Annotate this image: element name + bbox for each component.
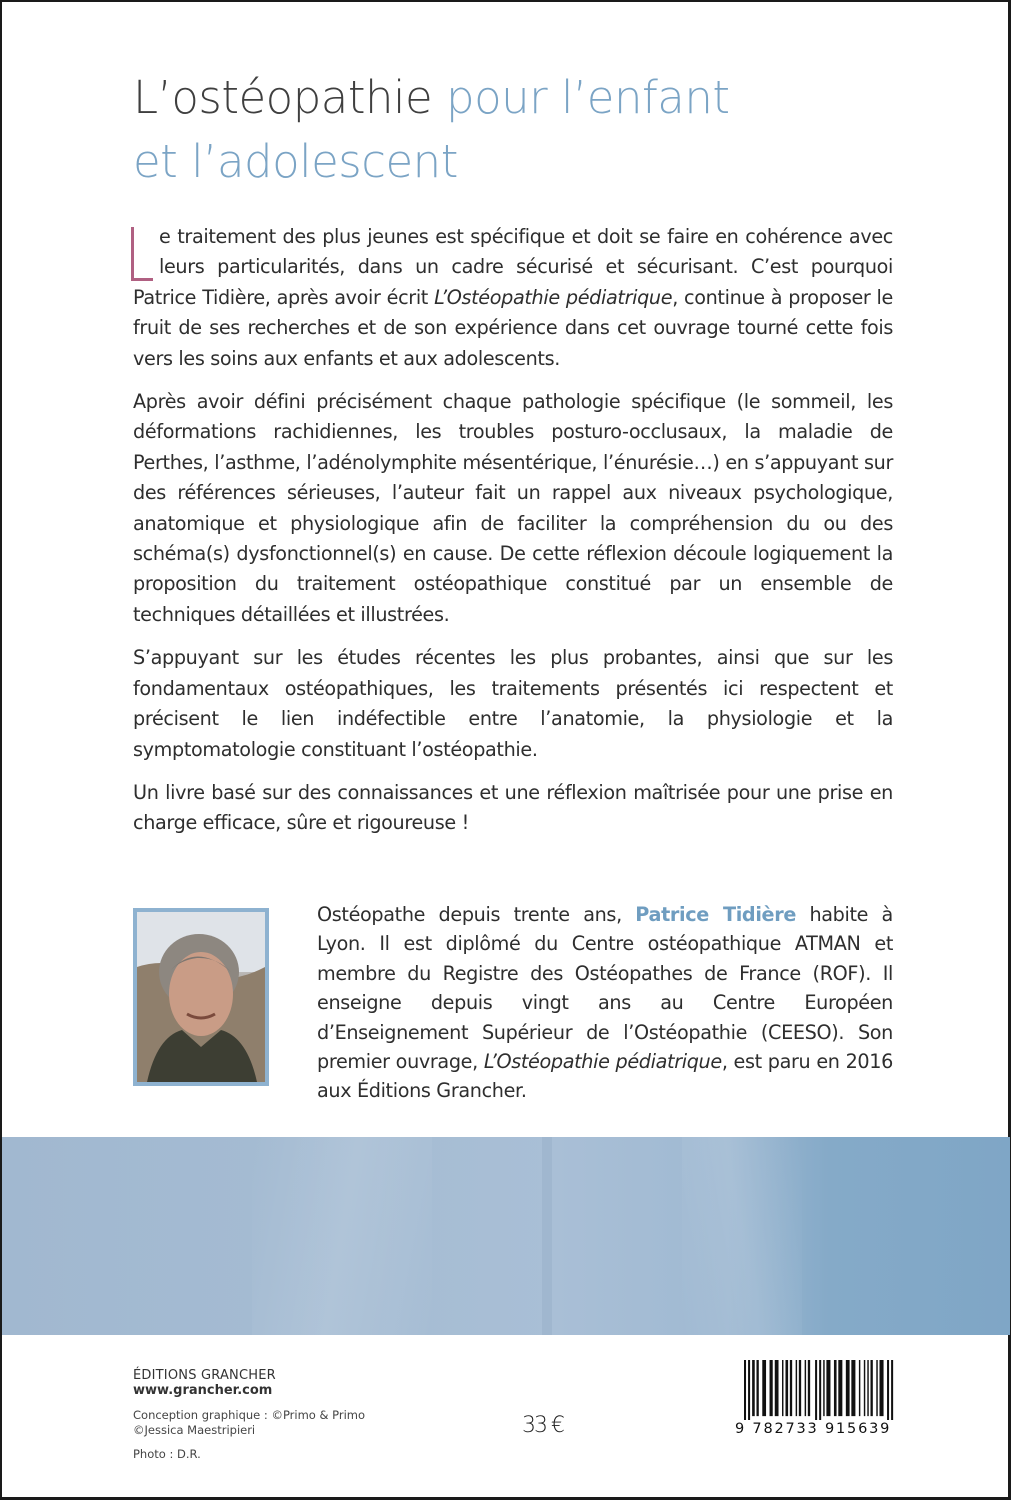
barcode-bar	[859, 1360, 860, 1416]
publisher-footer	[133, 1368, 365, 1462]
barcode-bar	[805, 1360, 806, 1416]
author-photo	[133, 908, 269, 1086]
design-credits: Conception graphique : ©Primo & Primo ©Jessica Maestripieri	[133, 1408, 366, 1437]
barcode-bar	[819, 1360, 821, 1420]
isbn-barcode	[744, 1360, 894, 1420]
isbn-number: 9 782733 915639	[735, 1421, 892, 1437]
barcode-bar	[790, 1360, 792, 1416]
barcode-bar	[799, 1360, 801, 1416]
barcode-bar	[770, 1360, 773, 1416]
portrait-illustration	[137, 912, 265, 1082]
barcode-bar	[838, 1360, 842, 1416]
barcode-bar	[870, 1360, 872, 1416]
photo-credit: Photo : D.R.	[133, 1447, 201, 1461]
barcode-bar	[879, 1360, 883, 1416]
cited-book-title: L’Ostéopathie pédiatrique	[434, 285, 673, 309]
barcode-bar	[762, 1360, 766, 1416]
publisher-website: www.grancher.com	[133, 1383, 273, 1398]
book-description	[133, 222, 893, 852]
barcode-bar	[851, 1360, 855, 1416]
author-bio: Ostéopathe depuis trente ans, Patrice Tidière habite à Lyon. Il est diplômé du Centre ostéopathique ATMAN et membre du Registre des Ostéopathes de France (ROF). Il enseigne depuis vingt ans au Centre Européen d’Enseignement Supérieur de l’Ostéopathie (CEESO). Son premier ouvrage, L’Ostéopathie pédiatrique, est paru en 2016 aux Éditions Grancher.	[317, 903, 893, 1103]
face	[169, 952, 233, 1036]
barcode-bar	[815, 1360, 817, 1420]
barcode-bar	[782, 1360, 783, 1416]
barcode-bar	[775, 1360, 779, 1416]
author-name: Patrice Tidière	[635, 903, 796, 926]
decorative-blue-band	[2, 1137, 1010, 1335]
title-part-dark: L’ostéopathie	[133, 71, 433, 124]
barcode-bar	[823, 1360, 824, 1416]
barcode-bar	[846, 1360, 850, 1416]
title-part-accent: pour l’enfant	[446, 71, 730, 124]
barcode-bar	[887, 1360, 889, 1420]
description-paragraph-4: Un livre basé sur des connaissances et une réflexion maîtrisée pour une prise en charge efficace, sûre et rigoureuse !	[133, 780, 893, 835]
dropcap-letter	[131, 227, 153, 281]
barcode-bar	[876, 1360, 877, 1416]
barcode-bar	[796, 1360, 797, 1416]
book-title	[133, 66, 893, 194]
barcode-bar	[748, 1360, 750, 1420]
publisher-name: ÉDITIONS GRANCHER	[133, 1368, 276, 1383]
barcode-bar	[756, 1360, 758, 1416]
author-previous-book: L’Ostéopathie pédiatrique	[483, 1050, 722, 1074]
barcode-bar	[834, 1360, 837, 1416]
description-paragraph-3: S’appuyant sur les études récentes les plus probantes, ainsi que sur les fondamentaux ostéopathiques, les traitements présentés ici respectent et précisent le lien indéfectible entre l’anatomie, la physiologie et la symptomatologie constituant l’ostéopathie.	[133, 646, 893, 761]
description-paragraph-1: e traitement des plus jeunes est spécifique et doit se faire en cohérence avec leurs particularités, dans un cadre sécurisé et sécurisant. C’est pourquoi Patrice Tidière, après avoir écrit L’Ostéopathie pédiatrique, continue à proposer le fruit de ses recherches et de son expérience dans cet ouvrage tourné cette fois vers les soins aux enfants et aux adolescents.	[133, 225, 893, 370]
barcode-bar	[808, 1360, 810, 1416]
description-paragraph-2: Après avoir défini précisément chaque pathologie spécifique (le sommeil, les déformations rachidiennes, les troubles posturo-occlusaux, la maladie de Perthes, l’asthme, l’adénolymphite mésentérique, l’énurésie…) en s’appuyant sur des références sérieuses, l’auteur fait un rappel aux niveaux psychologique, anatomique et physiologique afin de faciliter la compréhension du ou des schéma(s) dysfonctionnel(s) en cause. De cette réflexion découle logiquement la proposition du traitement ostéopathique constitué par un ensemble de techniques détaillées et illustrées.	[133, 390, 893, 626]
barcode-bar	[864, 1360, 865, 1416]
barcode-bar	[752, 1360, 755, 1416]
barcode-bar	[744, 1360, 746, 1420]
barcode-bar	[891, 1360, 893, 1420]
barcode-bar	[867, 1360, 868, 1416]
barcode-bar	[826, 1360, 830, 1416]
barcode-bar	[785, 1360, 788, 1416]
price: 33 €	[522, 1413, 563, 1438]
title-part-accent-line2: et l’adolescent	[133, 135, 458, 188]
